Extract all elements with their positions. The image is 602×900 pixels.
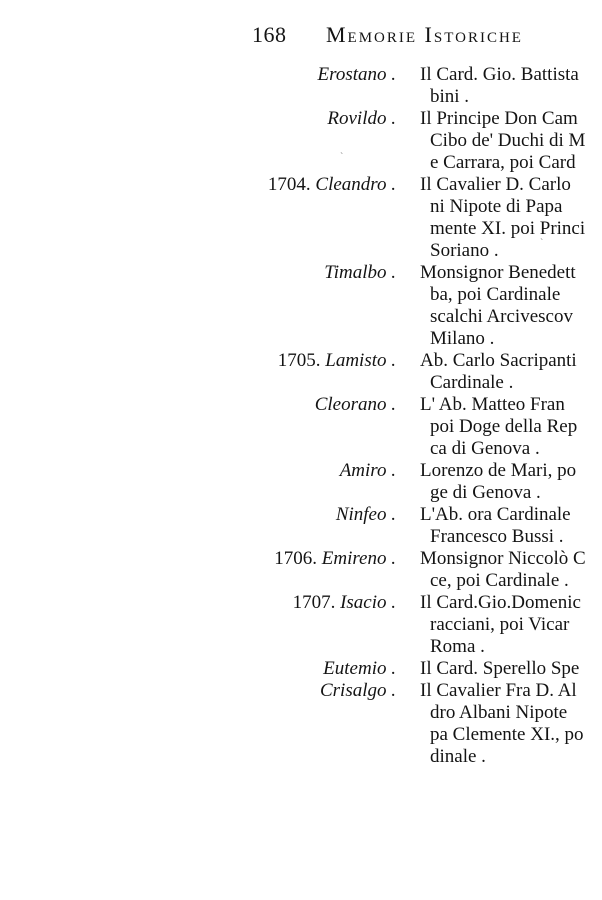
entry-year: 1705.	[277, 350, 321, 371]
entry-description	[420, 174, 602, 262]
entry-date-name	[318, 64, 396, 86]
entry-name: Isacio .	[340, 592, 396, 613]
description-line: Il Cavalier Fra D. Al	[420, 680, 577, 701]
entry-name: Emireno .	[321, 548, 396, 569]
description-line: Cibo de' Duchi di M	[430, 130, 586, 151]
entry-description	[420, 504, 602, 548]
description-line: bini .	[430, 86, 470, 107]
entry-name: Rovildo .	[327, 108, 396, 129]
entry-description	[420, 64, 602, 108]
entry-description	[420, 460, 602, 504]
entry-description	[420, 262, 602, 350]
entry-year: 1707.	[292, 592, 336, 613]
description-line: L' Ab. Matteo Fran	[420, 394, 565, 415]
entry-name: Eutemio .	[323, 658, 396, 679]
description-line: ce, poi Cardinale .	[430, 570, 569, 591]
entry-description	[420, 394, 602, 460]
description-line: ba, poi Cardinale	[430, 284, 561, 305]
entry-date-name	[268, 174, 396, 196]
entry-name: Crisalgo .	[319, 680, 396, 701]
entry-description	[420, 658, 602, 680]
entry-description	[420, 680, 602, 768]
description-line: Roma .	[430, 636, 485, 657]
description-line: Cardinale .	[430, 372, 514, 393]
description-line: e Carrara, poi Card	[430, 152, 576, 173]
entry-date-name	[278, 350, 396, 372]
description-line: scalchi Arcivescov	[430, 306, 573, 327]
entry-name: Timalbo .	[324, 262, 396, 283]
description-line: Monsignor Benedett	[420, 262, 576, 283]
entry-name: Ninfeo .	[335, 504, 396, 525]
description-line: Lorenzo de Mari, po	[420, 460, 577, 481]
description-line: Monsignor Niccolò C	[420, 548, 586, 569]
ink-speck: ˋ	[340, 152, 344, 163]
entry-date-name	[293, 592, 396, 614]
entry-description	[420, 548, 602, 592]
description-line: L'Ab. ora Cardinale	[420, 504, 571, 525]
entry-date-name	[340, 460, 396, 482]
description-line: Soriano .	[430, 240, 499, 261]
ink-speck: ˋ	[540, 238, 544, 249]
entry-name: Cleandro .	[315, 174, 396, 195]
running-title: Memorie Istoriche	[326, 22, 523, 47]
description-line: Il Card.Gio.Domenic	[420, 592, 581, 613]
entry-name: Erostano .	[317, 64, 396, 85]
entry-date-name	[315, 394, 396, 416]
entry-date-name	[274, 548, 396, 570]
description-line: Milano .	[430, 328, 495, 349]
description-line: racciani, poi Vicar	[430, 614, 570, 635]
entry-date-name	[336, 504, 396, 526]
entry-name: Lamisto .	[325, 350, 396, 371]
description-line: dinale .	[430, 746, 486, 767]
description-line: mente XI. poi Princi	[430, 218, 586, 239]
page-number: 168	[252, 22, 287, 47]
entry-name: Cleorano .	[314, 394, 396, 415]
description-line: Ab. Carlo Sacripanti	[420, 350, 577, 371]
entry-date-name	[323, 658, 396, 680]
entry-description	[420, 350, 602, 394]
description-line: Il Principe Don Cam	[420, 108, 578, 129]
description-line: ca di Genova .	[430, 438, 540, 459]
entry-name: Amiro .	[339, 460, 396, 481]
description-line: poi Doge della Rep	[430, 416, 578, 437]
entry-date-name	[327, 108, 396, 130]
description-line: pa Clemente XI., po	[430, 724, 584, 745]
description-line: ni Nipote di Papa	[430, 196, 563, 217]
entry-date-name	[324, 262, 396, 284]
entry-year: 1706.	[274, 548, 318, 569]
description-line: dro Albani Nipote	[430, 702, 568, 723]
entry-description	[420, 108, 602, 174]
description-line: Il Card. Sperello Spe	[420, 658, 580, 679]
entry-year: 1704.	[267, 174, 311, 195]
description-line: Francesco Bussi .	[430, 526, 564, 547]
entry-description	[420, 592, 602, 658]
description-line: Il Cavalier D. Carlo	[420, 174, 571, 195]
description-line: Il Card. Gio. Battista	[420, 64, 579, 85]
description-line: ge di Genova .	[430, 482, 541, 503]
entry-date-name	[320, 680, 396, 702]
